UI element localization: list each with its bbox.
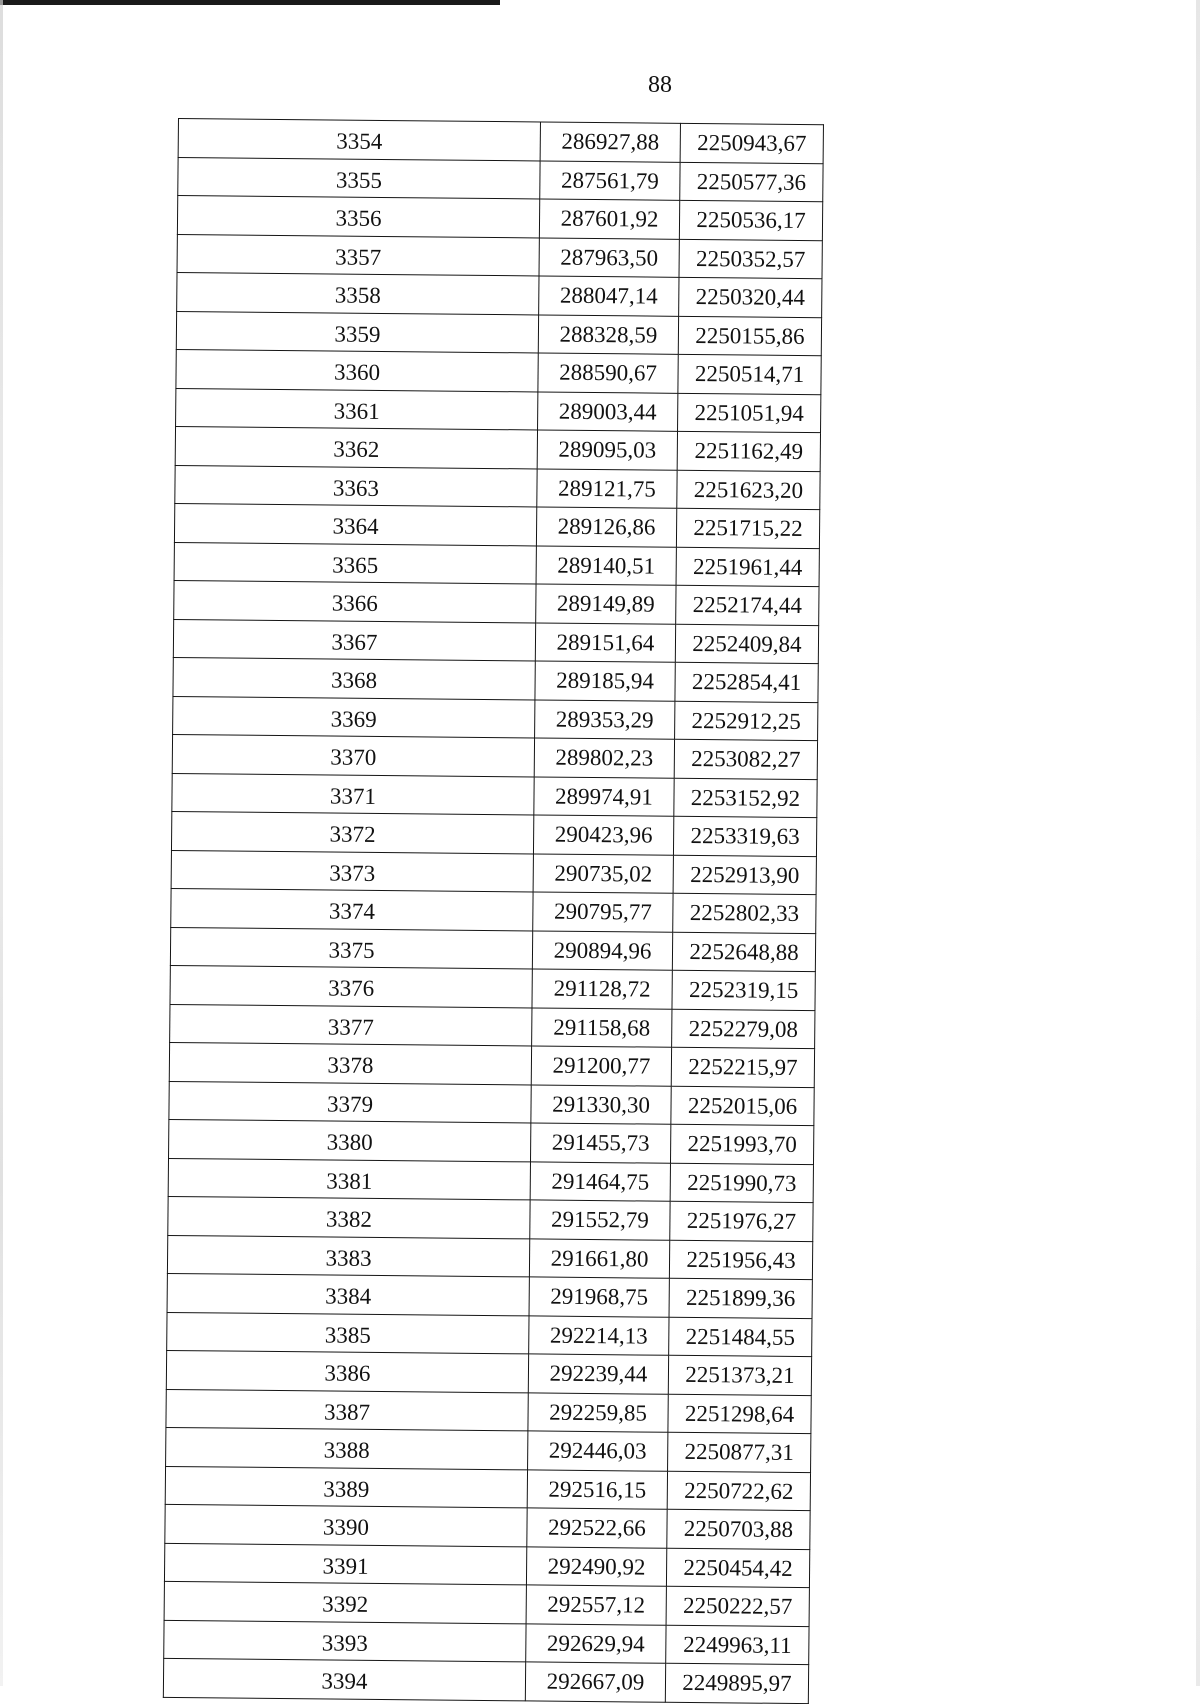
table-row [178, 157, 823, 202]
point-number-cell: 3381 [168, 1158, 530, 1200]
point-number-cell: 3362 [175, 426, 537, 468]
x-coordinate-cell: 291968,75 [529, 1277, 669, 1317]
y-coordinate-cell: 2251976,27 [670, 1201, 813, 1241]
y-coordinate-cell: 2252174,44 [676, 585, 819, 625]
y-coordinate-cell: 2252802,33 [673, 893, 816, 933]
coordinates-table-body [163, 119, 823, 1704]
table-row [167, 1273, 812, 1318]
y-coordinate-cell: 2252912,25 [675, 701, 818, 741]
y-coordinate-cell: 2252648,88 [672, 932, 815, 972]
table-row [176, 311, 821, 356]
table-row [164, 1620, 809, 1665]
point-number-cell: 3358 [177, 272, 539, 314]
table-row [174, 580, 819, 625]
x-coordinate-cell: 291330,30 [531, 1084, 671, 1124]
point-number-cell: 3372 [171, 811, 533, 853]
point-number-cell: 3378 [169, 1042, 531, 1084]
x-coordinate-cell: 286927,88 [540, 122, 680, 162]
y-coordinate-cell: 2252319,15 [672, 970, 815, 1010]
table-row [177, 234, 822, 279]
table-row [176, 349, 821, 394]
point-number-cell: 3357 [177, 234, 539, 276]
point-number-cell: 3373 [171, 850, 533, 892]
point-number-cell: 3359 [176, 311, 538, 353]
y-coordinate-cell: 2251961,44 [676, 547, 819, 587]
x-coordinate-cell: 291455,73 [531, 1123, 671, 1163]
table-row [174, 503, 819, 548]
x-coordinate-cell: 292629,94 [526, 1623, 666, 1663]
point-number-cell: 3382 [168, 1196, 530, 1238]
table-row [171, 888, 816, 933]
point-number-cell: 3375 [170, 927, 532, 969]
table-row [169, 1042, 814, 1087]
point-number-cell: 3360 [176, 349, 538, 391]
y-coordinate-cell: 2251373,21 [668, 1355, 811, 1395]
x-coordinate-cell: 288047,14 [539, 276, 679, 316]
table-row [175, 426, 820, 471]
x-coordinate-cell: 289185,94 [535, 661, 675, 701]
x-coordinate-cell: 291158,68 [532, 1007, 672, 1047]
x-coordinate-cell: 290795,77 [533, 892, 673, 932]
table-row [169, 1119, 814, 1164]
point-number-cell: 3365 [174, 542, 536, 584]
x-coordinate-cell: 292214,13 [529, 1315, 669, 1355]
table-row [170, 1004, 815, 1049]
point-number-cell: 3385 [167, 1312, 529, 1354]
x-coordinate-cell: 289802,23 [534, 738, 674, 778]
point-number-cell: 3390 [165, 1504, 527, 1546]
table-row [171, 850, 816, 895]
y-coordinate-cell: 2251899,36 [669, 1278, 812, 1318]
point-number-cell: 3392 [164, 1581, 526, 1623]
y-coordinate-cell: 2253319,63 [673, 816, 816, 856]
table-row [166, 1350, 811, 1395]
x-coordinate-cell: 288328,59 [538, 314, 678, 354]
y-coordinate-cell: 2251715,22 [676, 508, 819, 548]
point-number-cell: 3371 [172, 773, 534, 815]
table-row [165, 1504, 810, 1549]
x-coordinate-cell: 287601,92 [539, 199, 679, 239]
point-number-cell: 3363 [175, 465, 537, 507]
x-coordinate-cell: 291661,80 [529, 1238, 669, 1278]
y-coordinate-cell: 2250454,42 [666, 1548, 809, 1588]
point-number-cell: 3380 [169, 1119, 531, 1161]
x-coordinate-cell: 290423,96 [533, 815, 673, 855]
y-coordinate-cell: 2250703,88 [667, 1509, 810, 1549]
table-row [163, 1658, 808, 1703]
x-coordinate-cell: 291464,75 [530, 1161, 670, 1201]
table-row [167, 1235, 812, 1280]
x-coordinate-cell: 289003,44 [538, 391, 678, 431]
scan-top-edge [0, 0, 500, 5]
point-number-cell: 3391 [164, 1543, 526, 1585]
y-coordinate-cell: 2250352,57 [679, 239, 822, 279]
x-coordinate-cell: 289353,29 [535, 699, 675, 739]
y-coordinate-cell: 2249963,11 [666, 1625, 809, 1665]
x-coordinate-cell: 287561,79 [540, 160, 680, 200]
table-row [168, 1196, 813, 1241]
y-coordinate-cell: 2250536,17 [679, 200, 822, 240]
x-coordinate-cell: 290735,02 [533, 853, 673, 893]
point-number-cell: 3377 [170, 1004, 532, 1046]
x-coordinate-cell: 287963,50 [539, 237, 679, 277]
x-coordinate-cell: 292667,09 [525, 1662, 665, 1702]
point-number-cell: 3389 [165, 1466, 527, 1508]
point-number-cell: 3364 [174, 503, 536, 545]
table-row [173, 657, 818, 702]
table-row [164, 1543, 809, 1588]
y-coordinate-cell: 2251990,73 [670, 1163, 813, 1203]
y-coordinate-cell: 2252279,08 [672, 1009, 815, 1049]
y-coordinate-cell: 2250577,36 [680, 162, 823, 202]
x-coordinate-cell: 291200,77 [531, 1046, 671, 1086]
x-coordinate-cell: 289149,89 [536, 584, 676, 624]
y-coordinate-cell: 2251051,94 [678, 393, 821, 433]
point-number-cell: 3354 [178, 119, 540, 161]
y-coordinate-cell: 2251956,43 [669, 1240, 812, 1280]
y-coordinate-cell: 2253152,92 [674, 778, 817, 818]
y-coordinate-cell: 2252913,90 [673, 855, 816, 895]
x-coordinate-cell: 292239,44 [528, 1354, 668, 1394]
table-row [164, 1581, 809, 1626]
point-number-cell: 3393 [164, 1620, 526, 1662]
point-number-cell: 3383 [167, 1235, 529, 1277]
x-coordinate-cell: 289121,75 [537, 468, 677, 508]
table-row [177, 272, 822, 317]
point-number-cell: 3388 [166, 1427, 528, 1469]
y-coordinate-cell: 2253082,27 [674, 739, 817, 779]
table-row [168, 1158, 813, 1203]
table-row [176, 388, 821, 433]
y-coordinate-cell: 2252409,84 [675, 624, 818, 664]
table-row [166, 1427, 811, 1472]
point-number-cell: 3376 [170, 965, 532, 1007]
scan-right-edge [1196, 0, 1200, 1686]
y-coordinate-cell: 2252015,06 [671, 1086, 814, 1126]
y-coordinate-cell: 2251993,70 [670, 1124, 813, 1164]
point-number-cell: 3361 [176, 388, 538, 430]
y-coordinate-cell: 2252215,97 [671, 1047, 814, 1087]
y-coordinate-cell: 2250877,31 [668, 1432, 811, 1472]
scan-left-edge [0, 0, 3, 1686]
table-row [172, 734, 817, 779]
table-row [173, 696, 818, 741]
table-row [175, 465, 820, 510]
x-coordinate-cell: 289151,64 [535, 622, 675, 662]
table-row [170, 965, 815, 1010]
x-coordinate-cell: 290894,96 [532, 930, 672, 970]
y-coordinate-cell: 2250320,44 [679, 277, 822, 317]
y-coordinate-cell: 2250943,67 [680, 123, 823, 163]
table-row [171, 811, 816, 856]
point-number-cell: 3384 [167, 1273, 529, 1315]
page-number: 88 [648, 72, 672, 98]
point-number-cell: 3374 [171, 888, 533, 930]
y-coordinate-cell: 2250722,62 [667, 1471, 810, 1511]
table-row [177, 196, 822, 241]
y-coordinate-cell: 2251162,49 [677, 431, 820, 471]
x-coordinate-cell: 292446,03 [528, 1431, 668, 1471]
table-row [170, 927, 815, 972]
point-number-cell: 3367 [173, 619, 535, 661]
y-coordinate-cell: 2251623,20 [677, 470, 820, 510]
y-coordinate-cell: 2252854,41 [675, 662, 818, 702]
y-coordinate-cell: 2250514,71 [678, 354, 821, 394]
point-number-cell: 3368 [173, 657, 535, 699]
x-coordinate-cell: 289140,51 [536, 545, 676, 585]
x-coordinate-cell: 288590,67 [538, 353, 678, 393]
point-number-cell: 3355 [178, 157, 540, 199]
point-number-cell: 3366 [174, 580, 536, 622]
x-coordinate-cell: 292522,66 [527, 1508, 667, 1548]
x-coordinate-cell: 292557,12 [526, 1585, 666, 1625]
y-coordinate-cell: 2250155,86 [678, 316, 821, 356]
x-coordinate-cell: 291552,79 [530, 1200, 670, 1240]
table-row [169, 1081, 814, 1126]
x-coordinate-cell: 289126,86 [536, 507, 676, 547]
x-coordinate-cell: 289974,91 [534, 776, 674, 816]
x-coordinate-cell: 292490,92 [526, 1546, 666, 1586]
coordinates-table [163, 118, 824, 1704]
table-row [174, 542, 819, 587]
table-row [165, 1466, 810, 1511]
x-coordinate-cell: 292516,15 [527, 1469, 667, 1509]
point-number-cell: 3370 [172, 734, 534, 776]
table-row [173, 619, 818, 664]
point-number-cell: 3369 [173, 696, 535, 738]
y-coordinate-cell: 2251484,55 [669, 1317, 812, 1357]
table-row [167, 1312, 812, 1357]
table-row [178, 119, 823, 164]
x-coordinate-cell: 292259,85 [528, 1392, 668, 1432]
y-coordinate-cell: 2250222,57 [666, 1586, 809, 1626]
y-coordinate-cell: 2251298,64 [668, 1394, 811, 1434]
point-number-cell: 3387 [166, 1389, 528, 1431]
table-row [172, 773, 817, 818]
point-number-cell: 3394 [163, 1658, 525, 1700]
y-coordinate-cell: 2249895,97 [665, 1663, 808, 1703]
table-row [166, 1389, 811, 1434]
point-number-cell: 3356 [177, 196, 539, 238]
x-coordinate-cell: 291128,72 [532, 969, 672, 1009]
x-coordinate-cell: 289095,03 [537, 430, 677, 470]
point-number-cell: 3379 [169, 1081, 531, 1123]
point-number-cell: 3386 [166, 1350, 528, 1392]
